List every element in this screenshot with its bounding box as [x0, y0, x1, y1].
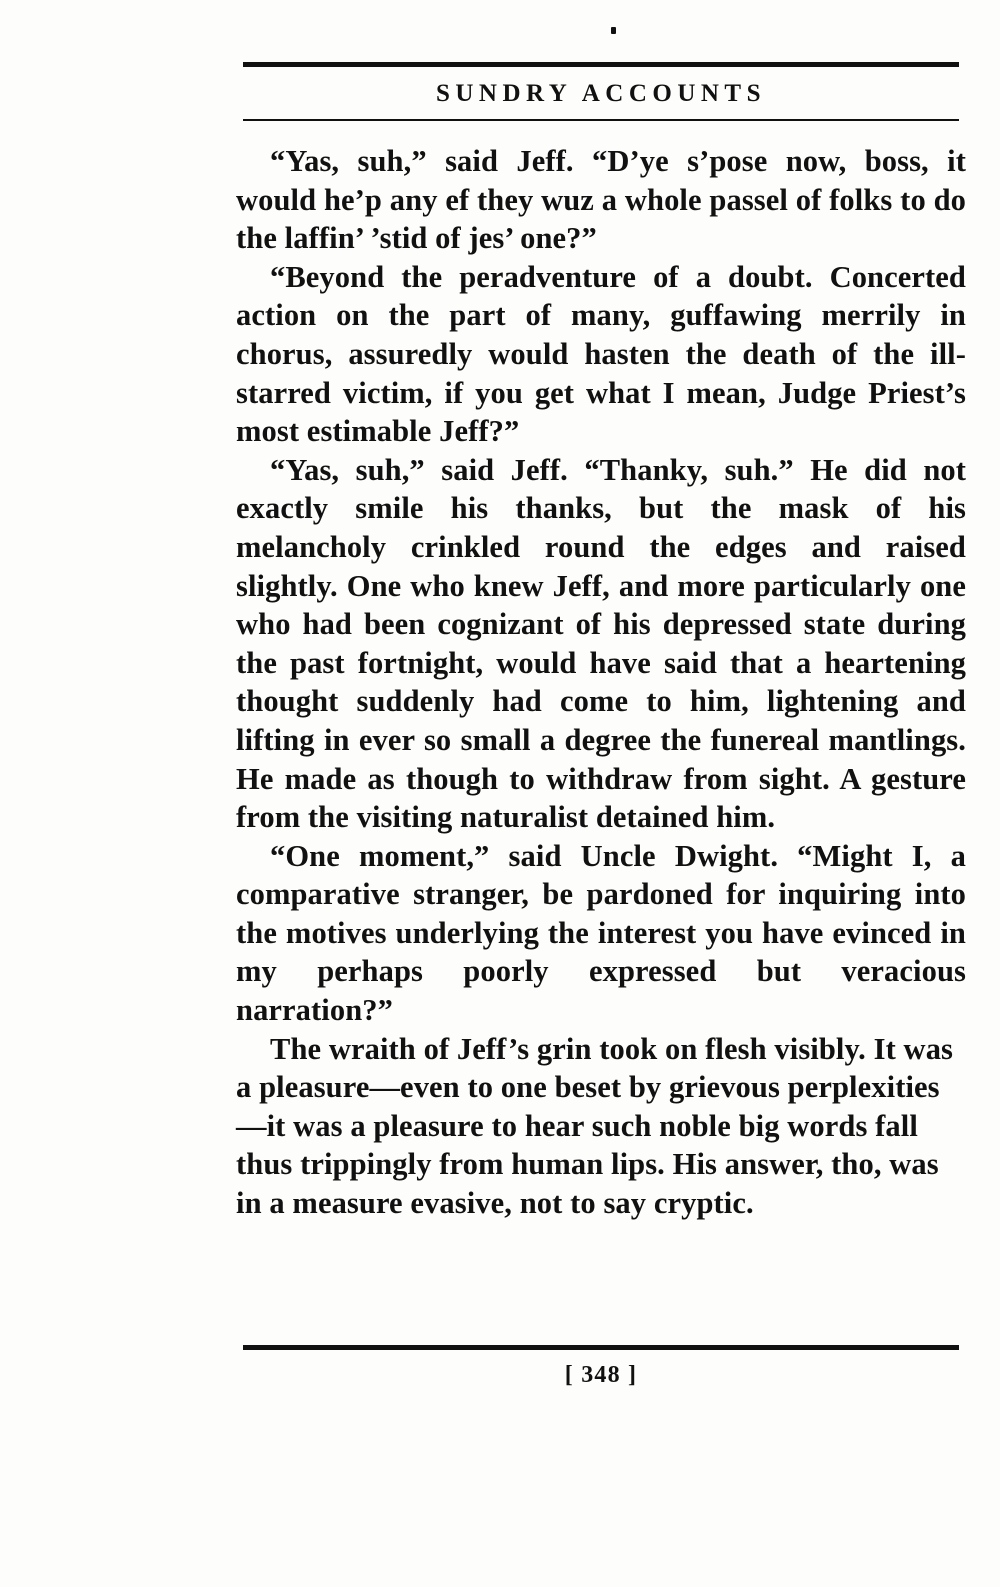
- paragraph: The wraith of Jeff’s grin took on flesh visibly. It was a pleasure—even to one beset by grievous perplexities—it was a pleasure to hear such noble big words fall thus trippingly from human lips. His answer, tho, was in a measure evasive, not to say cryptic.: [236, 1031, 954, 1221]
- top-margin-mark: [611, 27, 616, 34]
- page-header: [243, 62, 959, 121]
- paragraph: “One moment,” said Uncle Dwight. “Might I, a comparative stranger, be pardoned for inquiring into the motives underlying the interest you have evinced in my perhaps poorly expressed but veracious narration?”: [236, 838, 966, 1028]
- page-footer: [243, 1345, 959, 1389]
- header-rule-bottom: [243, 119, 959, 121]
- page-number: [ 348 ]: [564, 1362, 638, 1388]
- body-text-column: [236, 142, 966, 1223]
- paragraph: “Yas, suh,” said Jeff. “Thanky, suh.” He did not exactly smile his thanks, but the mask of his melancholy crinkled round the edges and raised slightly. One who knew Jeff, and more particularly one who had been cognizant of his depressed state during the past fortnight, would have said that a heartening thought suddenly had come to him, lightening and lifting in ever so small a degree the funereal mantlings. He made as though to withdraw from sight. A gesture from the visiting naturalist detained him.: [236, 452, 966, 835]
- paragraph: “Beyond the peradventure of a doubt. Concerted action on the part of many, guffawing merrily in chorus, assuredly would hasten the death of the ill-starred victim, if you get what I mean, Judge Priest’s most estimable Jeff?”: [236, 259, 966, 449]
- running-head: SUNDRY ACCOUNTS: [435, 80, 767, 107]
- paragraph: “Yas, suh,” said Jeff. “D’ye s’pose now, boss, it would he’p any ef they wuz a whole passel of folks to do the laffin’ ’stid of jes’ one?”: [236, 144, 966, 256]
